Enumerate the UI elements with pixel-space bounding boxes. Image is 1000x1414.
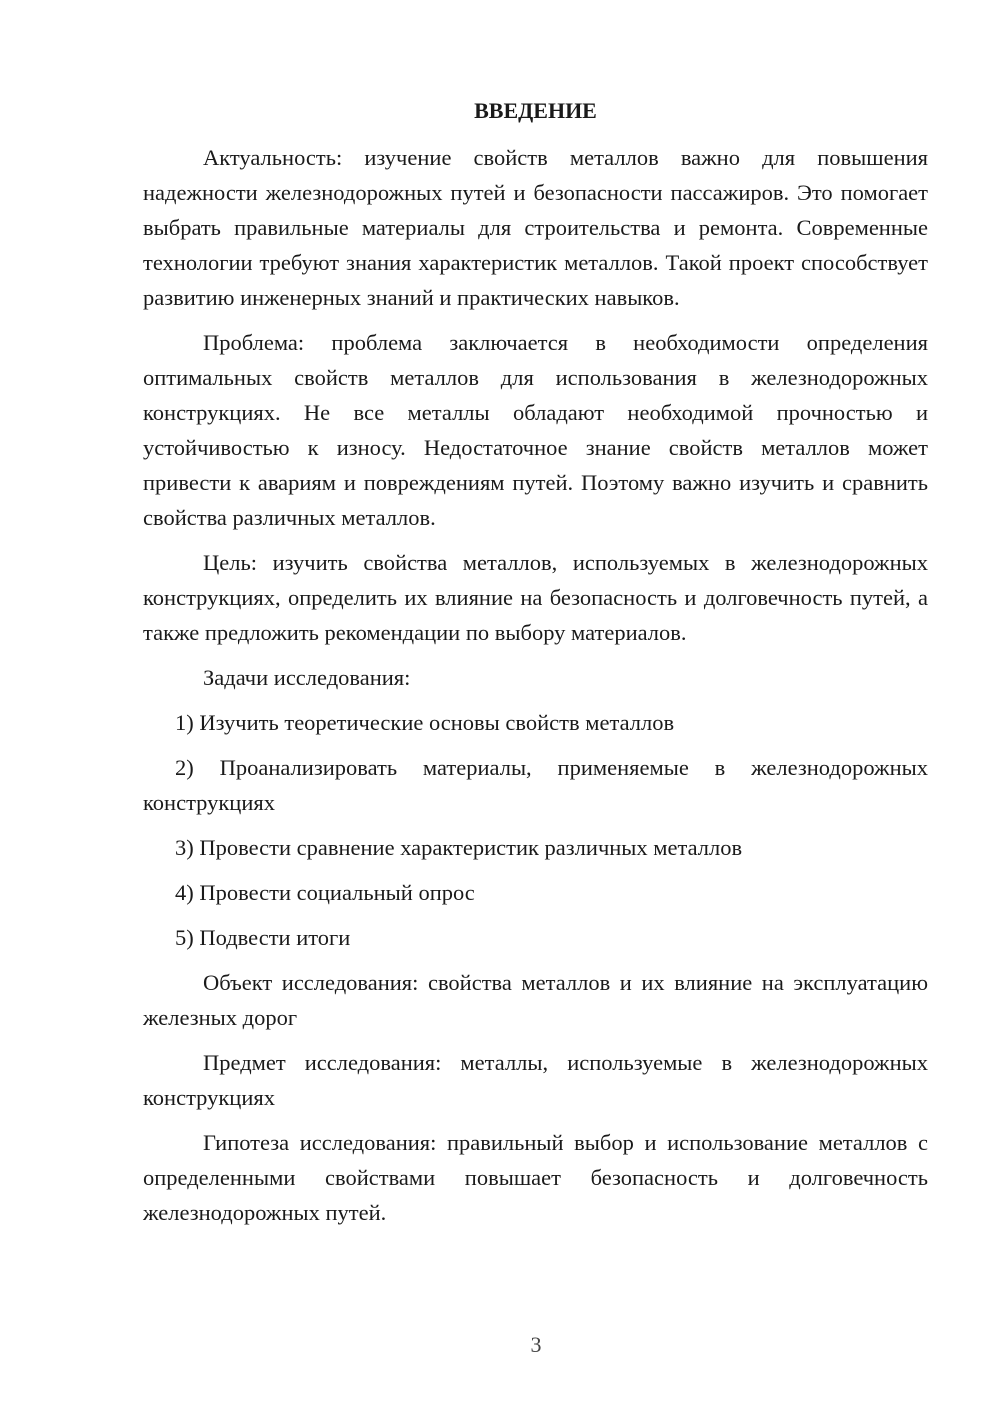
task-item-3: 3) Провести сравнение характеристик различных металлов [175,835,743,860]
goal-paragraph: Цель: изучить свойства металлов, используемых в железнодорожных конструкциях, определить их влияние на безопасность и долговечность путей, а также предложить рекомендации по выбору материалов. [143,550,928,645]
relevance-paragraph: Актуальность: изучение свойств металлов важно для повышения надежности железнодорожных путей и безопасности пассажиров. Это помогает выбрать правильные материалы для строительства и ремонта. Современные технологии требуют знания характеристик металлов. Такой проект способствует развитию инженерных знаний и практических навыков. [143,145,928,310]
object-paragraph: Объект исследования: свойства металлов и их влияние на эксплуатацию железных дорог [143,970,928,1030]
problem-paragraph: Проблема: проблема заключается в необходимости определения оптимальных свойств металлов для использования в железнодорожных конструкциях. Не все металлы обладают необходимой прочностью и устойчивостью к износу. Недостаточное знание свойств металлов может привести к авариям и повреждениям путей. Поэтому важно изучить и сравнить свойства различных металлов. [143,330,928,530]
page-number: 3 [530,1332,542,1357]
hypothesis-paragraph: Гипотеза исследования: правильный выбор и использование металлов с определенными свойствами повышает безопасность и долговечность железнодорожных путей. [143,1130,928,1225]
task-item-5: 5) Подвести итоги [175,925,351,950]
document-page [143,94,928,1240]
tasks-title: Задачи исследования: [203,665,411,690]
subject-paragraph: Предмет исследования: металлы, используемые в железнодорожных конструкциях [143,1050,928,1110]
task-item-1: 1) Изучить теоретические основы свойств металлов [175,710,675,735]
section-heading: ВВЕДЕНИЕ [474,98,597,123]
task-item-4: 4) Провести социальный опрос [175,880,475,905]
task-item-2: 2) Проанализировать материалы, применяемые в железнодорожных конструкциях [143,755,928,815]
